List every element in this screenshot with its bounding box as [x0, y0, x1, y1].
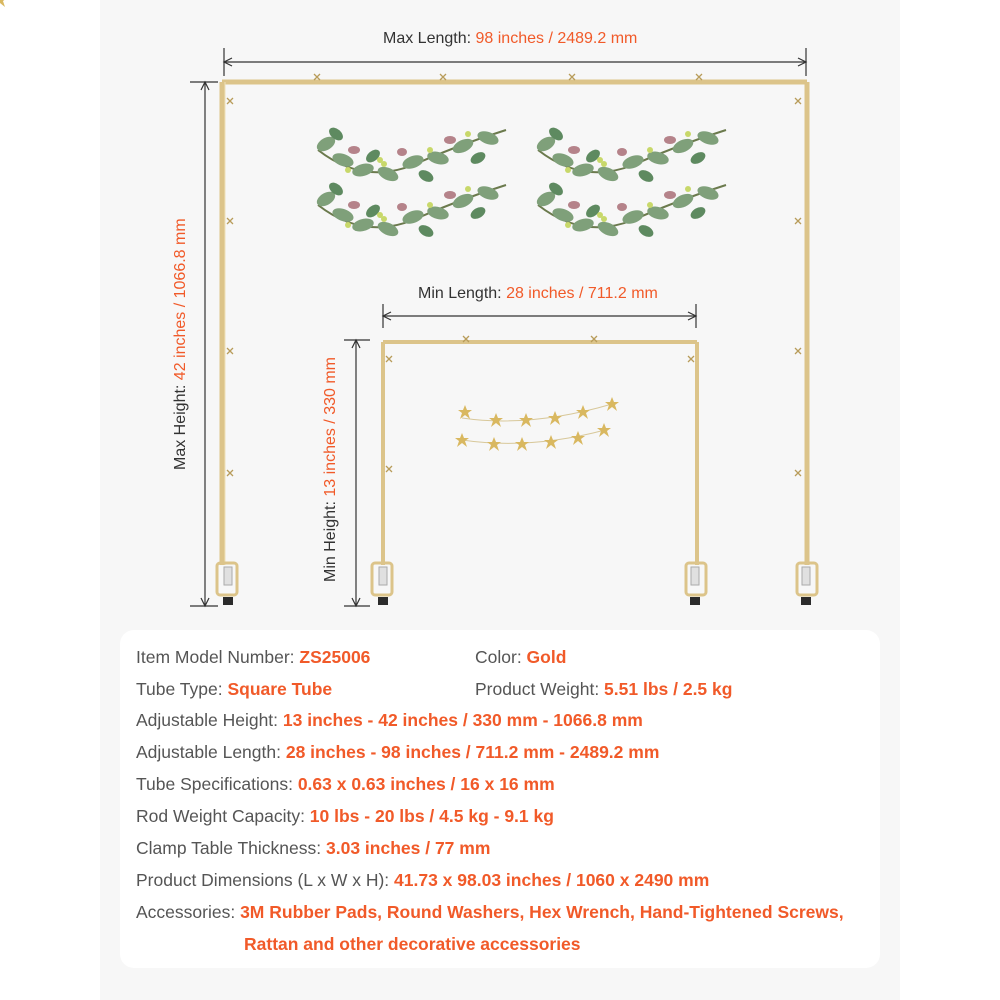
- spec-value: Rattan and other decorative accessories: [244, 934, 581, 954]
- spec-value: Gold: [526, 647, 567, 667]
- spec-product-dimensions: [136, 869, 709, 891]
- spec-weight: [475, 678, 732, 700]
- spec-label: Product Weight:: [475, 679, 605, 699]
- small-frame: [383, 342, 697, 565]
- spec-rod-capacity: [136, 805, 554, 827]
- spec-accessories-line2: [244, 933, 581, 955]
- spec-label: Color:: [475, 647, 527, 667]
- spec-label: Adjustable Height:: [136, 710, 283, 730]
- max-length-value: 98 inches / 2489.2 mm: [475, 30, 638, 47]
- max-length-label: [383, 30, 637, 48]
- spec-value: Square Tube: [227, 679, 333, 699]
- small-frame-joints: [386, 336, 694, 472]
- spec-label: Tube Type:: [136, 679, 228, 699]
- eucalyptus-garland-icon: [314, 125, 506, 184]
- spec-label: Item Model Number:: [136, 647, 300, 667]
- min-height-dimension-line: [344, 340, 370, 606]
- spec-label: Rod Weight Capacity:: [136, 806, 310, 826]
- table-clamp-icon: [217, 563, 817, 605]
- spec-adjustable-height: [136, 709, 643, 731]
- spec-label: Tube Specifications:: [136, 774, 298, 794]
- spec-tube-specifications: [136, 773, 555, 795]
- spec-clamp-thickness: [136, 837, 490, 859]
- min-length-caption: Min Length:: [418, 285, 507, 302]
- min-length-value: 28 inches / 711.2 mm: [506, 285, 658, 302]
- spec-value: 28 inches - 98 inches / 711.2 mm - 2489.2 mm: [285, 742, 660, 762]
- max-length-caption: Max Length:: [383, 30, 476, 47]
- min-length-label: [418, 285, 658, 303]
- max-height-value: 42 inches / 1066.8 mm: [172, 218, 189, 381]
- spec-value: 0.63 x 0.63 inches / 16 x 16 mm: [297, 774, 555, 794]
- max-height-label: [172, 218, 190, 470]
- spec-label: Clamp Table Thickness:: [136, 838, 326, 858]
- spec-label: Accessories:: [136, 902, 241, 922]
- spec-color: [475, 646, 566, 668]
- max-height-caption: Max Height:: [172, 380, 189, 470]
- large-frame: [222, 82, 807, 565]
- min-height-value: 13 inches / 330 mm: [322, 357, 339, 497]
- spec-value: 41.73 x 98.03 inches / 1060 x 2490 mm: [394, 870, 710, 890]
- spec-tube-type: [136, 678, 332, 700]
- spec-label: Product Dimensions (L x W x H):: [136, 870, 395, 890]
- min-height-label: [322, 357, 340, 582]
- spec-value: 3.03 inches / 77 mm: [326, 838, 491, 858]
- spec-accessories: [136, 901, 844, 923]
- spec-adjustable-length: [136, 741, 659, 763]
- spec-value: 10 lbs - 20 lbs / 4.5 kg - 9.1 kg: [309, 806, 554, 826]
- min-length-dimension-line: [383, 304, 696, 328]
- spec-value: 13 inches - 42 inches / 330 mm - 1066.8 mm: [282, 710, 643, 730]
- spec-model: [136, 646, 370, 668]
- min-height-caption: Min Height:: [322, 496, 339, 582]
- max-height-dimension-line: [190, 82, 218, 606]
- spec-value: 5.51 lbs / 2.5 kg: [604, 679, 733, 699]
- spec-label: Adjustable Length:: [136, 742, 286, 762]
- spec-value: ZS25006: [299, 647, 371, 667]
- gold-star-garland-icon: [0, 0, 619, 451]
- spec-value: 3M Rubber Pads, Round Washers, Hex Wrench, Hand-Tightened Screws,: [240, 902, 844, 922]
- max-length-dimension-line: [224, 48, 806, 76]
